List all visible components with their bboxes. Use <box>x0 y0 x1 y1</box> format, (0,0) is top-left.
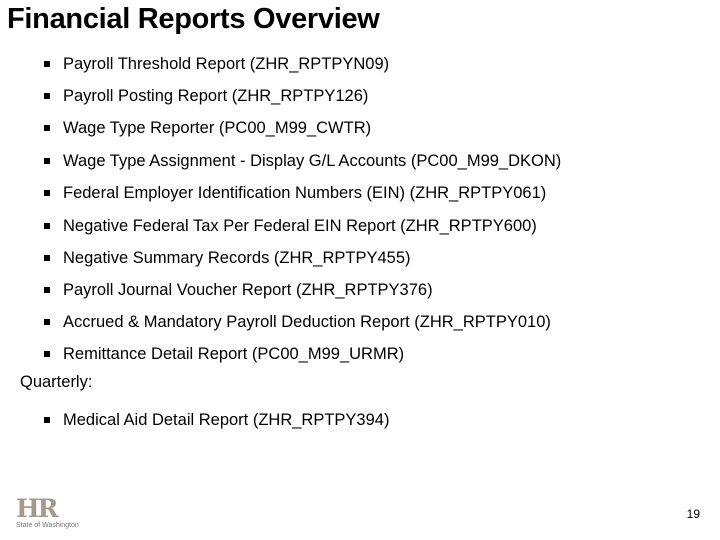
list-item <box>44 344 404 364</box>
square-bullet-icon <box>44 93 50 99</box>
list-item-label: Payroll Posting Report (ZHR_RPTPY126) <box>63 86 369 105</box>
page-number: 19 <box>686 507 700 521</box>
square-bullet-icon <box>44 319 50 325</box>
logo-letters: HR <box>16 494 57 523</box>
list-item-label: Wage Type Reporter (PC00_M99_CWTR) <box>63 118 372 137</box>
list-item <box>44 216 537 236</box>
quarterly-heading: Quarterly: <box>20 373 93 391</box>
list-item-label: Federal Employer Identification Numbers (EIN) (ZHR_RPTPY061) <box>63 183 547 202</box>
list-item-label: Payroll Threshold Report (ZHR_RPTPYN09) <box>63 54 390 73</box>
list-item-label: Wage Type Assignment - Display G/L Accounts (PC00_M99_DKON) <box>63 151 562 170</box>
square-bullet-icon <box>44 255 50 261</box>
list-item <box>44 410 389 430</box>
logo-subtitle: State of Washington <box>16 522 79 529</box>
list-item-label: Payroll Journal Voucher Report (ZHR_RPTPY376) <box>63 280 433 299</box>
square-bullet-icon <box>44 287 50 293</box>
hr-logo <box>16 496 80 530</box>
list-item-label: Remittance Detail Report (PC00_M99_URMR) <box>63 344 405 363</box>
square-bullet-icon <box>44 223 50 229</box>
square-bullet-icon <box>44 125 50 131</box>
square-bullet-icon <box>44 417 50 423</box>
list-item <box>44 118 371 138</box>
square-bullet-icon <box>44 351 50 357</box>
square-bullet-icon <box>44 190 50 196</box>
list-item-label: Negative Summary Records (ZHR_RPTPY455) <box>63 248 411 267</box>
list-item <box>44 312 551 332</box>
list-item-label: Accrued & Mandatory Payroll Deduction Report (ZHR_RPTPY010) <box>63 312 551 331</box>
list-item <box>44 248 411 268</box>
square-bullet-icon <box>44 61 50 67</box>
list-item <box>44 280 433 300</box>
slide-title: Financial Reports Overview <box>7 3 380 35</box>
list-item-label: Medical Aid Detail Report (ZHR_RPTPY394) <box>63 410 390 429</box>
list-item <box>44 151 561 171</box>
list-item <box>44 86 368 106</box>
list-item-label: Negative Federal Tax Per Federal EIN Report (ZHR_RPTPY600) <box>63 216 537 235</box>
square-bullet-icon <box>44 158 50 164</box>
list-item <box>44 54 389 74</box>
list-item <box>44 183 546 203</box>
